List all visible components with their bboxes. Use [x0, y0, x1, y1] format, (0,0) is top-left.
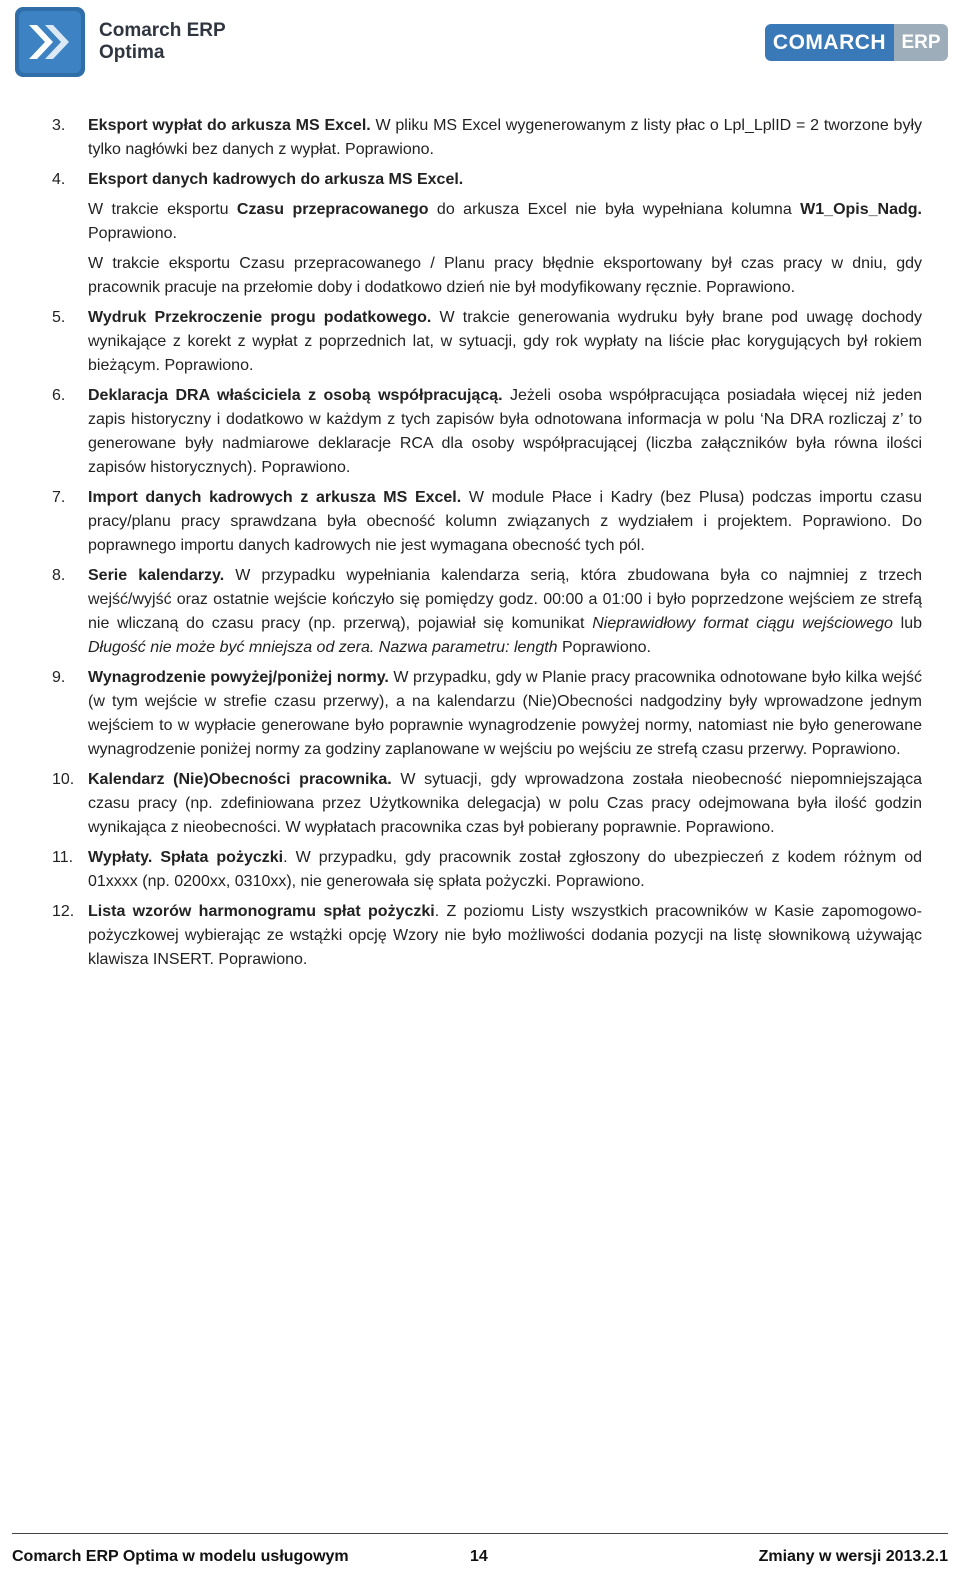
comarch-erp-optima-logo [15, 7, 226, 77]
list-item [52, 900, 922, 972]
item-body [88, 168, 922, 300]
item-text: W pliku MS Excel wygenerowanym z listy płac o Lpl_LplID = 2 tworzone były tylko nagłówki bez danych z wypłat. Poprawiono. [88, 117, 922, 158]
item-number: 10. [52, 771, 75, 788]
error-message-text: Nieprawidłowy format ciągu wejściowego [592, 615, 893, 632]
item-number: 6. [52, 387, 66, 404]
list-item [52, 306, 922, 378]
brand-comarch-text: COMARCH [765, 24, 894, 61]
item-title: Wydruk Przekroczenie progu podatkowego. [88, 309, 432, 326]
item-number: 9. [52, 669, 66, 686]
text-run: W przypadku wypełniania kalendarza serią, która zbudowana była co najmniej z trzech wejść/wyjść oraz ostatnie wejście kończyło się pomiędzy godz. 00:00 a 01:00 i było poprzedzone wejściem ze strefą nie wliczaną do czasu pracy (np. przerwą), pojawiał się komunikat [88, 567, 922, 632]
item-number: 3. [52, 117, 66, 134]
item-title: Eksport danych kadrowych do arkusza MS Excel. [88, 171, 464, 188]
item-number: 5. [52, 309, 66, 326]
brand-erp-text: ERP [894, 24, 948, 61]
item-title: Serie kalendarzy. [88, 567, 225, 584]
item-body [88, 564, 922, 660]
item-number: 11. [52, 849, 74, 866]
item-number: 4. [52, 171, 66, 188]
comarch-erp-brand-logo [765, 24, 948, 61]
list-item [52, 846, 922, 894]
text-run: Poprawiono. [88, 225, 177, 242]
item-text: . Z poziomu Listy wszystkich pracowników w Kasie zapomogowo-pożyczkowej wybierając ze wstążki opcję Wzory nie było możliwości dodania pozycji na listę słownikową używając klawisza INSERT. Poprawiono. [88, 903, 922, 968]
footer-title: Comarch ERP Optima w modelu usługowym [12, 1548, 349, 1565]
item-body [88, 114, 922, 162]
item-paragraph [88, 198, 922, 246]
item-body [88, 306, 922, 378]
list-item [52, 114, 922, 162]
list-item [52, 564, 922, 660]
list-item [52, 666, 922, 762]
item-body [88, 666, 922, 762]
item-text: W sytuacji, gdy wprowadzona została nieobecność niepomniejszająca czasu pracy (np. zdefiniowana przez Użytkownika delegacja) w polu Czas pracy odejmowana była ilość godzin wynikająca z nieobecności. W wypłatach pracownika czas był pobierany poprawnie. Poprawiono. [88, 771, 922, 836]
item-body [88, 768, 922, 840]
comarch-erp-icon [15, 7, 85, 77]
item-body [88, 846, 922, 894]
logo-line-1: Comarch ERP [99, 20, 226, 41]
text-run: W1_Opis_Nadg. [800, 201, 922, 218]
logo-line-2: Optima [99, 42, 165, 63]
page-number: 14 [470, 1548, 488, 1565]
item-body [88, 486, 922, 558]
changes-list [52, 114, 922, 978]
list-item [52, 384, 922, 480]
list-item [52, 486, 922, 558]
text-run: Poprawiono. [557, 639, 651, 656]
text-run: W trakcie eksportu [88, 201, 237, 218]
footer-version: Zmiany w wersji 2013.2.1 [758, 1548, 948, 1565]
page-footer [12, 1533, 948, 1565]
item-text: Jeżeli osoba współpracująca posiadała więcej niż jeden zapis historyczny i dodatkowo w każdym z tych zapisów była odnotowana informacja w polu ‘Na DRA rozliczaj z’ to generowane były nadmiarowe deklaracje RCA dla osoby współpracującej (liczba załączników była równa ilości zapisów historycznych). Poprawiono. [88, 387, 922, 476]
text-run: do arkusza Excel nie była wypełniana kolumna [428, 201, 801, 218]
text-run: Czasu przepracowanego [236, 201, 429, 218]
item-title: Deklaracja DRA właściciela z osobą współpracującą. [88, 387, 503, 404]
item-title: Import danych kadrowych z arkusza MS Excel. [88, 489, 462, 506]
item-title: Wynagrodzenie powyżej/poniżej normy. [88, 669, 389, 686]
list-item [52, 768, 922, 840]
item-text: W module Płace i Kadry (bez Plusa) podczas importu czasu pracy/planu pracy sprawdzana była obecność kolumn związanych z wydziałem i projektem. Poprawiono. Do poprawnego importu danych kadrowych nie jest wymagana obecność tych pól. [88, 489, 922, 554]
error-message-text: Długość nie może być mniejsza od zera. Nazwa parametru: length [88, 639, 558, 656]
item-title: Lista wzorów harmonogramu spłat pożyczki [88, 903, 435, 920]
text-run: lub [892, 615, 922, 632]
item-number: 8. [52, 567, 66, 584]
item-text: W przypadku, gdy w Planie pracy pracownika odnotowane było kilka wejść (w tym wejście w strefie czasu przerwy), a na kalendarzu (Nie)Obecności nadgodziny były wprowadzone jednym wejściem to w wypłacie generowane było poprawnie wynagrodzenie powyżej normy, natomiast nie było generowane wynagrodzenie poniżej normy za godziny zaplanowane w wejściu po wejściu ze strefą czasu przerwy. Poprawiono. [88, 669, 923, 758]
item-number: 12. [52, 903, 75, 920]
page-header [0, 0, 960, 90]
item-body [88, 900, 922, 972]
item-body [88, 384, 922, 480]
item-text: . W przypadku, gdy pracownik został zgłoszony do ubezpieczeń z kodem różnym od 01xxxx (np. 0200xx, 0310xx), nie generowała się spłata pożyczki. Poprawiono. [88, 849, 923, 890]
item-title: Wypłaty. Spłata pożyczki [88, 849, 284, 866]
item-text: W trakcie generowania wydruku były brane pod uwagę dochody wynikające z korekt z wypłat z poprzednich lat, w sytuacji, gdy rok wypłaty na liście płac korygujących był rokiem bieżącym. Poprawiono. [88, 309, 923, 374]
item-title: Kalendarz (Nie)Obecności pracownika. [88, 771, 392, 788]
list-item [52, 168, 922, 300]
item-number: 7. [52, 489, 66, 506]
item-title: Eksport wypłat do arkusza MS Excel. [88, 117, 371, 134]
item-paragraph: W trakcie eksportu Czasu przepracowanego / Planu pracy błędnie eksportowany był czas pracy w dniu, gdy pracownik pracuje na przełomie doby i dodatkowo dzień nie był modyfikowany ręcznie. Poprawiono. [88, 255, 922, 296]
